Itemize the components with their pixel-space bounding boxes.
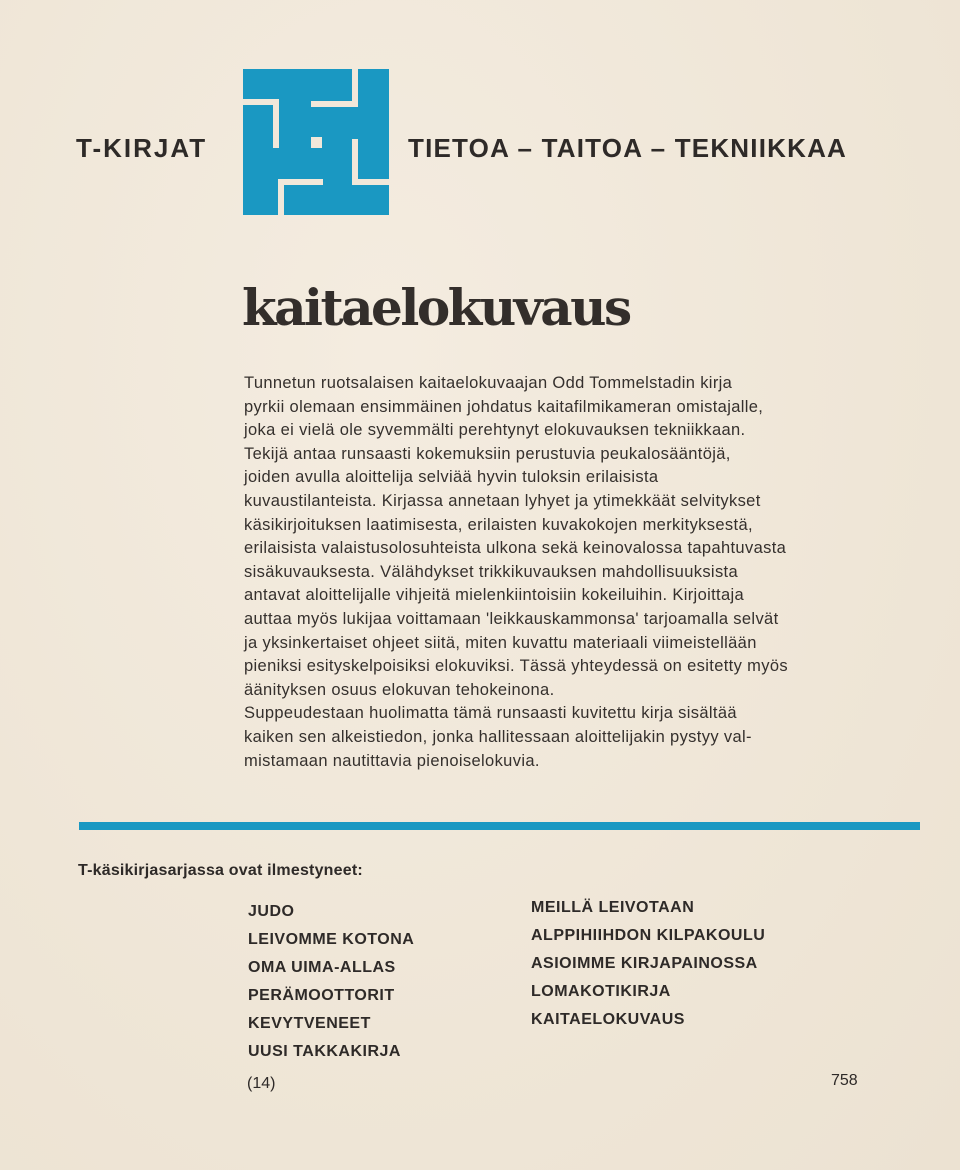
series-title-item: OMA UIMA-ALLAS: [248, 959, 396, 976]
series-list-right-column: [531, 898, 765, 1038]
description-line: Tekijä antaa runsaasti kokemuksiin perustuvia peukalosääntöjä,: [244, 444, 731, 463]
book-title: kaitaelokuvaus: [242, 278, 630, 337]
description-line: Tunnetun ruotsalaisen kaitaelokuvaajan Odd Tommelstadin kirja: [244, 374, 733, 392]
description-line: äänityksen osuus elokuvan tehokeinona.: [244, 680, 555, 699]
series-title-item: UUSI TAKKAKIRJA: [248, 1043, 401, 1060]
description-line: kaiken sen alkeistiedon, jonka hallitessaan aloittelijakin pystyy val-: [244, 727, 752, 746]
description-line: pieniksi esityskelpoisiksi elokuviksi. Tässä yhteydessä on esitetty myös: [244, 657, 788, 676]
series-title-item: MEILLÄ LEIVOTAAN: [531, 899, 695, 916]
description-line: joiden avulla aloittelija selviää hyvin tuloksin erilaisista: [244, 468, 659, 487]
series-title-item: KEVYTVENEET: [248, 1015, 371, 1032]
description-line: erilaisista valaistusolosuhteista ulkona sekä keinovalossa tapahtuvasta: [244, 539, 787, 558]
description-line: Suppeudestaan huolimatta tämä runsaasti kuvitettu kirja sisältää: [244, 704, 737, 723]
series-name: T-KIRJAT: [76, 133, 208, 163]
series-title-item: LOMAKOTIKIRJA: [531, 983, 671, 1000]
series-title-item: ASIOIMME KIRJAPAINOSSA: [531, 955, 758, 972]
description-line: sisäkuvauksesta. Välähdykset trikkikuvauksen mahdollisuuksista: [244, 562, 739, 581]
series-title-item: PERÄMOOTTORIT: [248, 987, 395, 1004]
blue-divider: [79, 822, 920, 830]
description-line: kuvaustilanteista. Kirjassa annetaan lyhyet ja ytimekkäät selvitykset: [244, 491, 761, 510]
description-line: käsikirjoituksen laatimisesta, erilaisten kuvakokojen merkityksestä,: [244, 515, 753, 534]
catalog-number: 758: [831, 1072, 858, 1089]
description-line: mistamaan nautittavia pienoiselokuvia.: [244, 751, 540, 770]
description-line: antavat aloittelijalle vihjeitä mielenkiintoisiin kokeiluihin. Kirjoittaja: [244, 586, 745, 605]
series-title-item: LEIVOMME KOTONA: [248, 931, 415, 948]
description-line: ja yksinkertaiset ohjeet siitä, miten kuvattu materiaali viimeistellään: [244, 633, 757, 652]
series-number: (14): [247, 1075, 276, 1092]
series-tagline: TIETOA – TAITOA – TEKNIIKKAA: [408, 133, 848, 163]
t-kirjat-maze-logo-icon: [243, 69, 389, 215]
series-list-heading: T-käsikirjasarjassa ovat ilmestyneet:: [78, 862, 363, 879]
series-title-item: JUDO: [248, 903, 295, 920]
book-description: [244, 372, 884, 773]
series-title-item: KAITAELOKUVAUS: [531, 1011, 685, 1028]
description-line: pyrkii olemaan ensimmäinen johdatus kaitafilmikameran omistajalle,: [244, 397, 764, 416]
description-line: joka ei vielä ole syvemmälti perehtynyt elokuvauksen tekniikkaan.: [244, 421, 746, 440]
series-title-item: ALPPIHIIHDON KILPAKOULU: [531, 927, 766, 944]
series-list-left-column: [248, 902, 414, 1070]
description-line: auttaa myös lukijaa voittamaan 'leikkauskammonsa' tarjoamalla selvät: [244, 609, 779, 628]
